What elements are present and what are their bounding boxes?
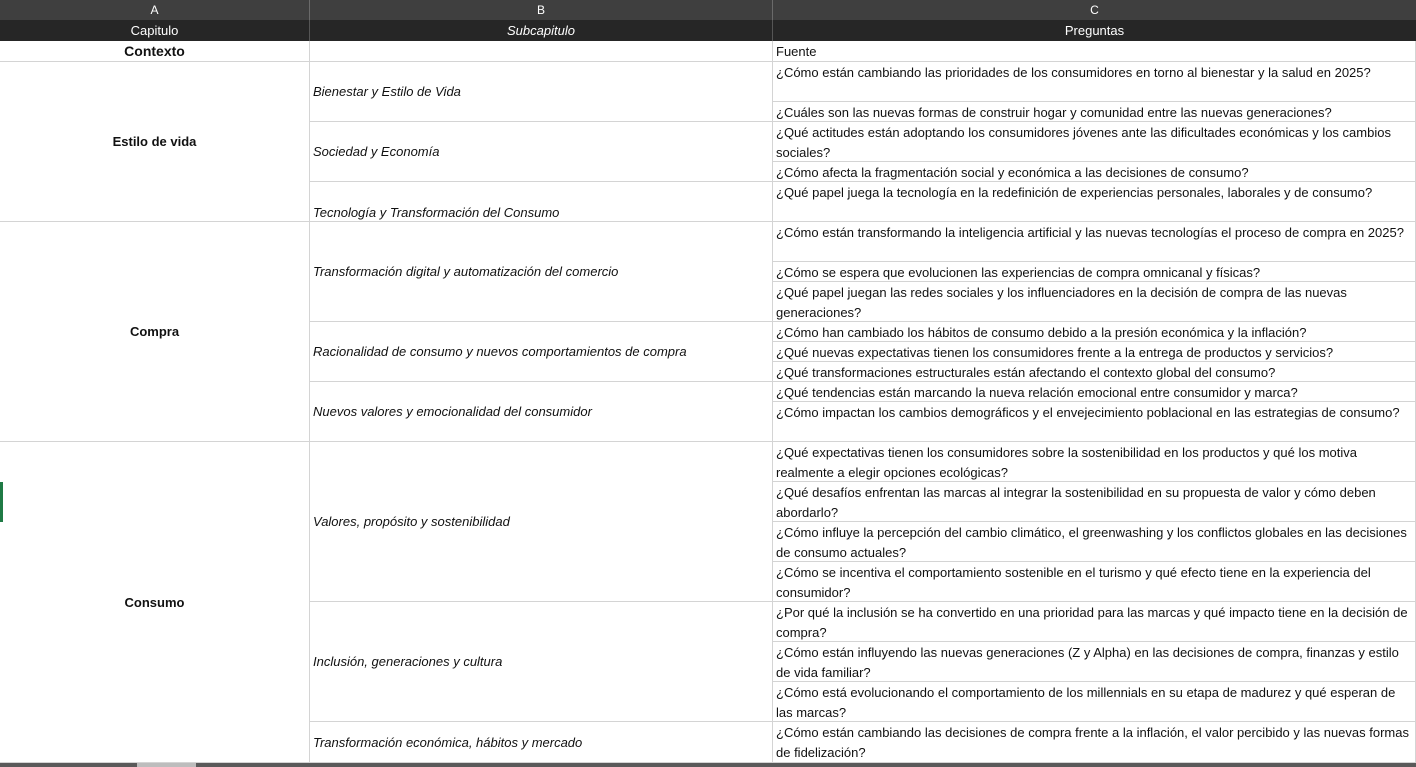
subchapter-cell[interactable]: Tecnología y Transformación del Consumo (310, 182, 773, 222)
chapter-cell[interactable]: Consumo (0, 442, 310, 763)
empty-cell[interactable] (310, 41, 773, 62)
column-header-a[interactable]: A (0, 0, 310, 20)
question-cell[interactable]: ¿Cómo están transformando la inteligencia artificial y las nuevas tecnologías el proceso de compra en 2025? (773, 222, 1416, 262)
subchapter-cell[interactable]: Transformación digital y automatización del comercio (310, 222, 773, 322)
question-cell[interactable]: ¿Qué papel juegan las redes sociales y los influenciadores en la decisión de compra de las nuevas generaciones? (773, 282, 1416, 322)
chapter-cell[interactable]: Compra (0, 222, 310, 442)
question-cell[interactable]: ¿Qué papel juega la tecnología en la redefinición de experiencias personales, laborales y de consumo? (773, 182, 1416, 222)
scrollbar-thumb[interactable] (196, 763, 1416, 767)
question-cell[interactable]: ¿Por qué la inclusión se ha convertido en una prioridad para las marcas y qué impacto tiene en la decisión de compra? (773, 602, 1416, 642)
table-header-row (0, 20, 1416, 41)
column-header-c[interactable]: C (1090, 3, 1099, 17)
question-cell[interactable]: ¿Cómo afecta la fragmentación social y económica a las decisiones de consumo? (773, 162, 1416, 182)
subchapter-cell[interactable]: Racionalidad de consumo y nuevos comportamientos de compra (310, 322, 773, 382)
subchapter-cell[interactable]: Nuevos valores y emocionalidad del consumidor (310, 382, 773, 442)
header-chapter[interactable]: Capitulo (0, 20, 310, 41)
question-cell[interactable]: ¿Cómo están cambiando las prioridades de los consumidores en torno al bienestar y la salud en 2025? (773, 62, 1416, 102)
question-cell[interactable]: ¿Cómo se espera que evolucionen las experiencias de compra omnicanal y físicas? (773, 262, 1416, 282)
subchapter-cell[interactable]: Valores, propósito y sostenibilidad (310, 442, 773, 602)
header-questions[interactable]: Preguntas (1064, 23, 1125, 38)
subchapter-cell[interactable]: Sociedad y Economía (310, 122, 773, 182)
subchapter-cell[interactable]: Inclusión, generaciones y cultura (310, 602, 773, 722)
question-cell[interactable]: ¿Cómo está evolucionando el comportamiento de los millennials en su etapa de madurez y qué esperan de las marcas? (773, 682, 1416, 722)
subchapter-cell[interactable]: Bienestar y Estilo de Vida (310, 62, 773, 122)
question-cell[interactable]: ¿Cómo están influyendo las nuevas generaciones (Z y Alpha) en las decisiones de compra, finanzas y estilo de vida familiar? (773, 642, 1416, 682)
column-header-bar (0, 0, 1416, 20)
scrollbar-segment[interactable] (0, 763, 137, 767)
header-subchapter[interactable]: Subcapitulo (310, 20, 773, 41)
source-cell[interactable]: Fuente (773, 41, 1416, 62)
question-cell[interactable]: ¿Cómo están cambiando las decisiones de compra frente a la inflación, el valor percibido y las nuevas formas de fidelización? (773, 722, 1416, 763)
question-cell[interactable]: ¿Qué desafíos enfrentan las marcas al integrar la sostenibilidad en su propuesta de valor y cómo deben abordarlo? (773, 482, 1416, 522)
question-cell[interactable]: ¿Qué expectativas tienen los consumidores sobre la sostenibilidad en los productos y qué los motiva realmente a elegir opciones ecológicas? (773, 442, 1416, 482)
chapter-cell[interactable]: Estilo de vida (0, 62, 310, 222)
question-cell[interactable]: ¿Cuáles son las nuevas formas de construir hogar y comunidad entre las nuevas generaciones? (773, 102, 1416, 122)
question-cell[interactable]: ¿Cómo impactan los cambios demográficos y el envejecimiento poblacional en las estrategias de consumo? (773, 402, 1416, 442)
question-cell[interactable]: ¿Qué transformaciones estructurales están afectando el contexto global del consumo? (773, 362, 1416, 382)
row-selection-marker (0, 482, 3, 522)
question-cell[interactable]: ¿Cómo se incentiva el comportamiento sostenible en el turismo y qué efecto tiene en la experiencia del consumidor? (773, 562, 1416, 602)
question-cell[interactable]: ¿Qué nuevas expectativas tienen los consumidores frente a la entrega de productos y servicios? (773, 342, 1416, 362)
question-cell[interactable]: ¿Cómo influye la percepción del cambio climático, el greenwashing y los conflictos globales en las decisiones de consumo actuales? (773, 522, 1416, 562)
question-cell[interactable]: ¿Qué actitudes están adoptando los consumidores jóvenes ante las dificultades económicas y los cambios sociales? (773, 122, 1416, 162)
context-cell[interactable]: Contexto (0, 41, 310, 62)
question-cell[interactable]: ¿Qué tendencias están marcando la nueva relación emocional entre consumidor y marca? (773, 382, 1416, 402)
spreadsheet-grid (0, 41, 1416, 763)
column-header-b[interactable]: B (310, 0, 773, 20)
subchapter-cell[interactable]: Transformación económica, hábitos y mercado (310, 722, 773, 763)
question-cell[interactable]: ¿Cómo han cambiado los hábitos de consumo debido a la presión económica y la inflación? (773, 322, 1416, 342)
horizontal-scrollbar[interactable] (0, 763, 1416, 767)
